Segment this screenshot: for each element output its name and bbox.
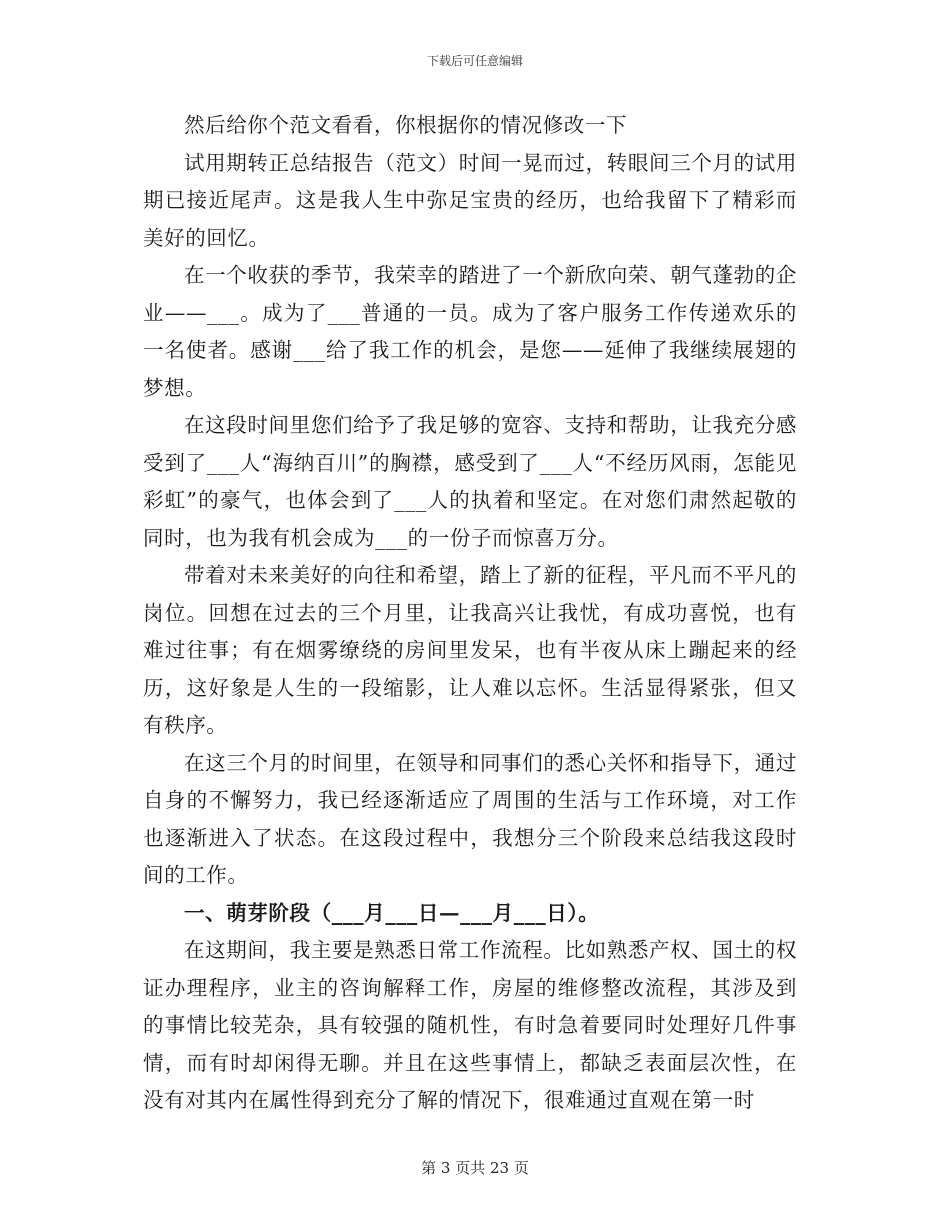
- paragraph-intro: 然后给你个范文看看，你根据你的情况修改一下: [184, 113, 628, 137]
- paragraph-title-opening: 试用期转正总结报告（范文）时间一晃而过，转眼间三个月的试用期已接近尾声。这是我人生中弥足宝贵的经历，也给我留下了精彩而美好的回忆。: [143, 150, 797, 250]
- paragraph-adaptation: 在这三个月的时间里，在领导和同事们的悉心关怀和指导下，通过自身的不懈努力，我已经逐渐适应了周围的生活与工作环境，对工作也逐渐进入了状态。在这段过程中，我想分三个阶段来总结我这段时间的工作。: [143, 750, 797, 887]
- section-heading-stage-one: 一、萌芽阶段（___月___日—___月___日）。: [184, 900, 600, 925]
- document-body: [143, 107, 797, 1120]
- paragraph-reflection: 带着对未来美好的向往和希望，踏上了新的征程，平凡而不平凡的岗位。回想在过去的三个月里，让我高兴让我忧，有成功喜悦，也有难过往事；有在烟雾缭绕的房间里发呆，也有半夜从床上蹦起来的经历，这好象是人生的一段缩影，让人难以忘怀。生活显得紧张，但又有秩序。: [143, 563, 797, 737]
- page-header: 下载后可任意编辑: [426, 54, 523, 68]
- paragraph-joining: 在一个收获的季节，我荣幸的踏进了一个新欣向荣、朝气蓬勃的企业——___。成为了___普通的一员。成为了客户服务工作传递欢乐的一名使者。感谢___给了我工作的机会，是您——延伸了我继续展翅的梦想。: [143, 263, 797, 400]
- page-footer: 第 3 页共 23 页: [421, 1159, 529, 1177]
- paragraph-gratitude: 在这段时间里您们给予了我足够的宽容、支持和帮助，让我充分感受到了___人“海纳百川”的胸襟，感受到了___人“不经历风雨，怎能见彩虹”的豪气，也体会到了___人的执着和坚定。在对您们肃然起敬的同时，也为我有机会成为___的一份子而惊喜万分。: [143, 413, 797, 550]
- paragraph-stage-one: 在这期间，我主要是熟悉日常工作流程。比如熟悉产权、国土的权证办理程序，业主的咨询解释工作，房屋的维修整改流程，其涉及到的事情比较芜杂，具有较强的随机性，有时急着要同时处理好几件事情，而有时却闲得无聊。并且在这些事情上，都缺乏表面层次性，在没有对其内在属性得到充分了解的情况下，很难通过直观在第一时: [143, 938, 797, 1112]
